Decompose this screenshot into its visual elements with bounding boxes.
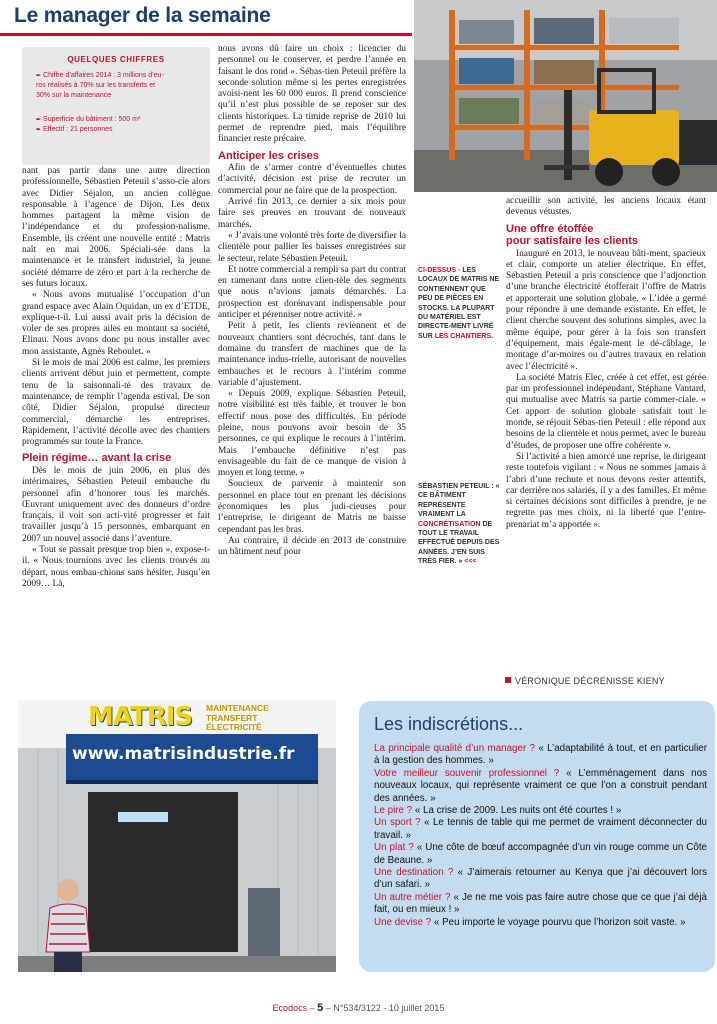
key-figure-item	[36, 125, 206, 136]
indiscretion-question: Le pire ?	[374, 805, 413, 817]
section-heading-line2: pour satisfaire les clients	[506, 235, 639, 248]
indiscretion-answer: « L’adaptabilité à tout, et en particulier à la gestion des hommes. »	[374, 743, 707, 767]
key-figures-box	[22, 47, 210, 165]
paragraph: nant pas partir dans une autre direction professionnelle, Sébastien Peteuil s’asso-cie alors avec Didier Séjalon, un ancien collègue responsable à l’agence de Dijon. Les deux hommes partagent la même vision de l’indépendance et du profession-nalisme. Ensemble, ils créent une nouvelle entité : Matris naît en mai 2006. Spéciali-sée dans la maintenance et le transfert industriel, la jeune société démarre de zéro et part à la recherche de ses futurs locaux.	[22, 166, 210, 289]
footer-issue: N°534/3122 - 10 juillet 2015	[333, 1003, 445, 1013]
key-figure-text: Chiffre d’affaires 2014 : 3 millions d’eu-	[43, 72, 164, 79]
sign-service: TRANSFERT	[206, 712, 258, 723]
article-column-2	[218, 44, 406, 559]
paragraph: « J’avais une volonté très forte de diversifier la clientèle pour pallier les baisses enregistrées sur le secteur, relate Sébastien Peteuil.	[218, 230, 406, 264]
indiscretion-question: Votre meilleur souvenir professionnel ?	[374, 767, 560, 779]
indiscretion-answer: « Une côte de bœuf accompagnée d’un vin rouge comme un Côte de Beaune. »	[374, 842, 707, 866]
footer-separator: –	[325, 1003, 334, 1013]
paragraph: Si l’activité a bien amorcé une reprise, le dirigeant reste toutefois vigilant : « Nous ne sommes jamais à l’abri d’une rechute et nous devons rester attentifs, car derrière nos salariés, il y a des familles. Et même si certaines décisions sont difficiles à prendre, je ne regrette pas mes choix, ni la liberté que l’entre-prenariat m’a apportée ».	[506, 451, 706, 530]
arrow-bullet-icon: ➨	[36, 127, 42, 133]
arrow-bullet-icon: ➨	[36, 73, 42, 79]
paragraph: « Tout se passait presque trop bien », expose-t-il. « Nous tournions avec les clients trouvés au départ, nous embau-chions sans hésiter. Jusqu’en 2009… Là,	[22, 545, 210, 589]
header-rule	[0, 33, 412, 36]
sign-service: ÉLECTRICITÉ	[206, 722, 262, 732]
building-photo	[18, 700, 336, 972]
matris-sign-logo: MATRIS	[88, 702, 193, 732]
paragraph: accueillir son activité, les anciens locaux étant devenus vétustes.	[506, 196, 706, 218]
page-number: 5	[317, 1002, 324, 1014]
key-figures-title: QUELQUES CHIFFRES	[67, 55, 165, 64]
paragraph: nous avons dû faire un choix : licencier du personnel ou le conserver, et perdre l’année en faisant le dos rond ». Sébas-tien Peteuil préfère la seconde solution même si les pertes enregistrées avoisi-nent les 60 000 euros. Il prend conscience qu’il n’est plus possible de se reposer sur des clients historiques. La timide reprise de 2010 lui permet de reprendre pied, mais l’équilibre financier reste précaire.	[218, 44, 406, 145]
paragraph: Si le mois de mai 2006 est calme, les premiers clients arrivent début juin et permettent, compte tenu de la saisonnali-té des travaux de maintenance, de remplir l’agenda estival. De son côté, Didier Séjalon, propulsé directeur commercial, démarche les entreprises. Rapidement, l’activité décolle avec des chantiers programmés sur toute la France.	[22, 358, 210, 448]
author-name: VÉRONIQUE DÉCRENISSE KIENY	[515, 676, 665, 686]
indiscretions-box	[359, 701, 715, 972]
footer-brand: Ecodocs	[272, 1003, 308, 1013]
caption-text: LES LOCAUX DE MATRIS NE CONTIENNENT QUE PEU DE PIÈCES EN STOCKS. LA PLUPART DU MATÉRIEL EST DIRECTE-MENT LIVRÉ SUR	[418, 267, 500, 340]
key-figure-text: Effectif : 21 personnes	[43, 126, 113, 133]
square-bullet-icon	[505, 677, 511, 683]
caption-lead: CI-DESSUS -	[418, 267, 461, 274]
key-figure-text: Superficie du bâtiment : 500 m²	[43, 116, 141, 123]
caption-tail: LES CHANTIERS.	[434, 332, 494, 340]
sign-service: MAINTENANCE	[206, 703, 269, 713]
article-column-3	[506, 196, 706, 531]
caption-arrows: <<<	[464, 558, 477, 566]
indiscretion-answer: « Le tennis de table qui me permet de vraiment déconnecter du travail. »	[374, 817, 708, 841]
page-header	[0, 0, 412, 38]
photo-caption-warehouse	[418, 266, 500, 341]
key-figure-text: 30% sur la maintenance	[36, 92, 112, 99]
section-heading: Anticiper les crises	[218, 149, 319, 162]
key-figure-item	[36, 115, 206, 126]
sign-url: www.matrisindustrie.fr	[72, 744, 295, 764]
paragraph: Afin de s’armer contre d’éventuelles chutes d’activité, décision est prise de recruter un commercial pour ne faire que de la prospection.	[218, 163, 406, 196]
indiscretion-answer: « J’aimerais retourner au Kenya que j’ai découvert lors d’un safari. »	[374, 867, 707, 891]
paragraph: Au contraire, il décide en 2013 de construire un bâtiment neuf pour	[218, 535, 406, 558]
indiscretions-title: Les indiscrétions...	[374, 714, 524, 734]
indiscretion-question: La principale qualité d’un manager ?	[374, 743, 535, 754]
key-figure-item	[36, 81, 206, 91]
paragraph: « Nous avons mutualisé l’occupation d’un grand espace avec Alain Oquidan, un ex d’ETDE, explique-t-il. Lui aussi avait pris la décision de voler de ses propres ailes en montant sa société, Elinau. Nous avons donc pu nous installer avec mon assistante, Agnès Reboulet. »	[22, 290, 210, 357]
warehouse-photo	[414, 0, 717, 192]
footer-separator: –	[309, 1003, 318, 1013]
indiscretion-question: Un plat ?	[374, 842, 414, 854]
article-column-1	[22, 166, 210, 590]
indiscretion-answer: « Je ne me vois pas faire autre chose que ce que j’ai déjà fait, ou en mieux ! »	[374, 891, 707, 916]
indiscretions-list	[374, 743, 707, 929]
paragraph: Dès le mois de juin 2006, en plus des intérimaires, Sébastien Peteuil embauche du personnel afin d’honorer tous les marchés. Œuvrant uniquement avec des donneurs d’ordre français, il voit son acti-vité progresser et fait travailler jusqu’à 15 personnes, embarquant en 2007 un nouvel associé dans l’aventure.	[22, 465, 210, 544]
paragraph: Arrivé fin 2013, ce dernier a six mois pour faire ses preuves en trouvant de nouveaux marchés.	[218, 197, 406, 230]
indiscretion-question: Un sport ?	[374, 817, 421, 829]
sign-services	[206, 704, 269, 733]
indiscretion-question: Une devise ?	[374, 916, 432, 928]
page-footer	[0, 1002, 717, 1014]
paragraph: Soucieux de parvenir à maintenir son personnel en place tout en prenant les décisions économiques les plus judi-cieuses pour l’entreprise, le dirigeant de Matris ne baisse cependant pas les bras.	[218, 479, 406, 535]
caption-text: DE TOUT LE TRAVAIL EFFECTUÉ DEPUIS DES ANNÉES. J’EN SUIS TRÈS FIER. »	[418, 520, 500, 566]
indiscretion-question: Une destination ?	[374, 867, 454, 879]
paragraph: Inauguré en 2013, le nouveau bâti-ment, spacieux et clair, comporte un atelier électrique. En effet, Sébastien Peteuil a pris conscience que l’adjonction d’une branche électricité étofferait l’offre de Matris et apporterait une solution globale. « L’idée a germé pour répondre à une demande existante. En effet, le client cherche souvent des solutions simples, avec la même équipe, pour gérer à la fois son transfert d’équipement, mais égale-ment le dé-câblage, le montage d’ar-moires ou d’autres travaux en relation avec l’électricité ».	[506, 248, 706, 372]
indiscretion-answer: « L’emménagement dans nos nouveaux locaux, qui représente vraiment ce que l’on a construit pendant des années. »	[374, 767, 707, 804]
indiscretion-answer: « Peu importe le voyage pourvu que l’horizon soit vaste. »	[433, 916, 686, 928]
paragraph: La société Matris Elec, créée à cet effet, est gérée par un professionnel indépendant, Stéphane Vantard, qui mutualise avec Matris sa partie commer-ciale. « Cet apport de solution globale satisfait tout le monde, se réjouit Sébas-tien Peteuil : elle répond aux besoins de la clientèle et nous permet, avec le bureau d’études, de proposer une offre cohérente ».	[506, 372, 706, 451]
section-heading: Une offre étoffée	[506, 222, 594, 235]
page-title: Le manager de la semaine	[14, 4, 271, 27]
key-figure-text: ros réalisés à 70% sur les transferts et	[36, 82, 156, 89]
author-byline	[505, 676, 665, 686]
caption-text: SÉBASTIEN PETEUIL : « CE BÂTIMENT REPRÉSENTE VRAIMENT LA	[418, 483, 500, 519]
indiscretion-answer: « La crise de 2009. Les nuits ont été courtes ! »	[414, 805, 622, 817]
caption-highlight: CONCRÉTISATION	[418, 520, 481, 528]
building-illustration	[18, 700, 336, 972]
key-figure-item	[36, 91, 206, 101]
paragraph: « Depuis 2009, explique Sébastien Peteuil, notre visibilité est très faible, et trouver le bon effectif nous pose des difficultés. En période pleine, nous pouvons avoir besoin de 35 personnes, ce qui explique le recours à l’intérim. Mais l’embauche définitive n’est pas envisageable du fait de ce manque de vision à moyen et long terme. »	[218, 389, 406, 479]
warehouse-illustration	[414, 0, 717, 192]
photo-caption-quote	[418, 482, 500, 567]
section-heading: Plein régime… avant la crise	[22, 452, 172, 465]
paragraph: Et notre commercial a rempli sa part du contrat en ramenant dans notre clien-tèle des segments que nous n’avions jamais démarchés. La prospection est dorénavant indispensable pour anticiper et pérenniser notre activité. »	[218, 264, 406, 321]
paragraph: Petit à petit, les clients reviennent et de nouveaux chantiers sont décrochés, tant dans le domaine du transfert de machines que de la maintenance indus-trielle, autorisant de nouvelles embauches et le recours à l’intérim comme variable d’ajustement.	[218, 321, 406, 388]
arrow-bullet-icon: ➨	[36, 117, 42, 123]
key-figure-item	[36, 71, 206, 82]
indiscretion-question: Un autre métier ?	[374, 891, 451, 903]
